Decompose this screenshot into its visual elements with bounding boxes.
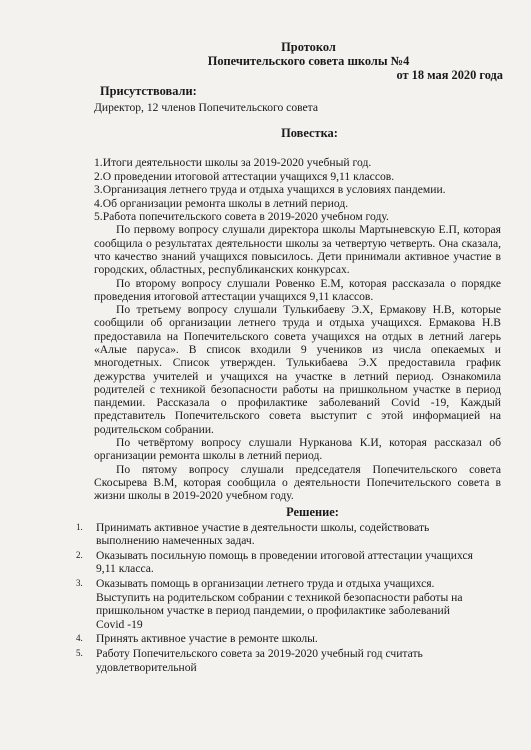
decision-number: 3. xyxy=(76,577,83,588)
decision-line: пришкольном участке в период пандемии, о профилактике заболеваний xyxy=(96,604,450,618)
discussion-paragraph-4: По четвёртому вопросу слушали Нурканова К.И, которая рассказал об организации ремонта школы в летний период. xyxy=(94,436,501,463)
agenda-item: 3.Организация летнего труда и отдыха учащихся в условиях пандемии. xyxy=(94,183,446,197)
decision-heading: Решение: xyxy=(286,504,339,519)
discussion-section xyxy=(94,223,501,502)
decision-list xyxy=(76,520,503,675)
decision-line: Covid -19 xyxy=(96,617,143,631)
document-title-line1: Протокол xyxy=(281,40,336,54)
decision-line: Выступить на родительском собрании с техникой безопасности работы на xyxy=(96,590,463,604)
discussion-paragraph-2: По второму вопросу слушали Ровенко Е.М, которая рассказала о порядке проведения итоговой аттестации учащихся 9,11 классов. xyxy=(94,276,501,303)
agenda-list xyxy=(94,156,503,223)
agenda-item: 2.О проведении итоговой аттестации учащихся 9,11 классов. xyxy=(94,169,395,183)
decision-line: Принять активное участие в ремонте школы. xyxy=(96,632,318,646)
discussion-paragraph-3: По третьему вопросу слушали Тулькибаеву Э.Х, Ермакову Н.В, которые сообщили об организации летнего труда и отдыха учащихся. Ермакова Н.В предоставила на Попечительского совета учащихся на отдых в летний лагерь «Алые паруса». В список входили 9 учеников из числа опекаемых и многодетных. Список утвержден. Тулькибаева Э.Х предоставила график дежурства учителей и учащихся на участке в летний период. Ознакомила родителей с техникой безопасности работы на пришкольном участке в период пандемии. Рассказала о профилактике заболеваний Covid -19, Каждый представитель Попечительского совета выступит с этой информацией на родительском собрании. xyxy=(94,303,501,436)
agenda-heading: Повестка: xyxy=(281,126,338,140)
present-heading: Присутствовали: xyxy=(100,84,197,98)
decision-number: 5. xyxy=(76,647,83,658)
decision-number: 1. xyxy=(76,521,83,532)
decision-line: 9,11 класса. xyxy=(96,562,154,576)
agenda-item: 1.Итоги деятельности школы за 2019-2020 учебный год. xyxy=(94,156,372,170)
decision-item xyxy=(76,548,503,576)
discussion-paragraph-1: По первому вопросу слушали директора школы Мартыневскую Е.П, которая сообщила о результатах деятельности школы за четвертую четверть. Она сказала, что качество знаний учащихся повысилось. Дети принимали активное участие в городских, областных, республиканских конкурсах. xyxy=(94,223,501,277)
decision-line: Работу Попечительского совета за 2019-2020 учебный год считать xyxy=(96,646,423,660)
decision-item xyxy=(76,520,503,548)
agenda-item: 5.Работа попечительского совета в 2019-2020 учебном году. xyxy=(94,209,389,223)
document-title-line2: Попечительского совета школы №4 xyxy=(207,54,410,68)
decision-item xyxy=(76,576,503,631)
decision-number: 2. xyxy=(76,549,83,560)
decision-line: выполнению намеченных задач. xyxy=(96,534,255,548)
present-text: Директор, 12 членов Попечительского совета xyxy=(94,101,319,114)
decision-line: Оказывать посильную помощь в проведении итоговой аттестации учащихся xyxy=(96,548,473,562)
decision-number: 4. xyxy=(76,633,83,644)
document-date: от 18 мая 2020 года xyxy=(396,68,503,82)
decision-line: удовлетворительной xyxy=(96,660,197,674)
decision-item xyxy=(76,632,503,646)
decision-item xyxy=(76,646,503,674)
decision-line: Оказывать помощь в организации летнего труда и отдыха учащихся. xyxy=(96,576,435,590)
agenda-item: 4.Об организации ремонта школы в летний период. xyxy=(94,196,349,210)
discussion-paragraph-5: По пятому вопросу слушали председателя Попечительского совета Скосырева В.М, которая сообщила о деятельности Попечительского совета в жизни школы в 2019-2020 учебном году. xyxy=(94,462,501,503)
decision-line: Принимать активное участие в деятельности школы, содействовать xyxy=(96,520,430,534)
